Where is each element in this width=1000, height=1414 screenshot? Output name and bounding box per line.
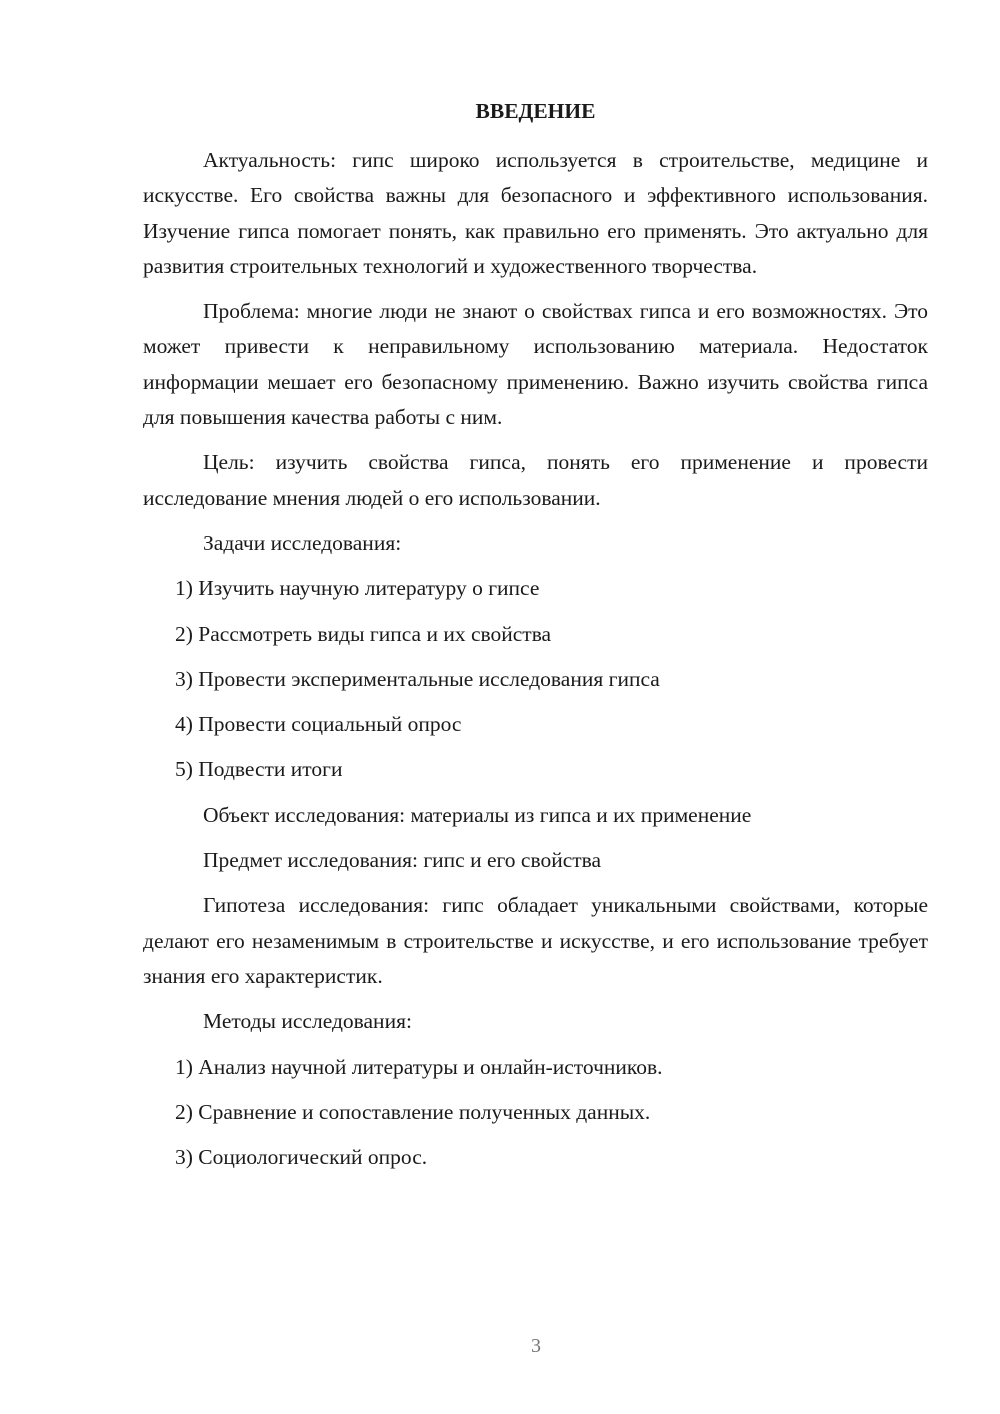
tasks-title: Задачи исследования: (203, 530, 402, 555)
task-item-5: 5) Подвести итоги (175, 757, 343, 782)
page-title: ВВЕДЕНИЕ (475, 99, 596, 123)
task-item-4: 4) Провести социальный опрос (175, 712, 462, 737)
document-page (143, 96, 928, 1185)
paragraph-hypothesis: Гипотеза исследования: гипс обладает уникальными свойствами, которые делают его незаменимым в строительстве и искусстве, и его использование требует знания его характеристик. (143, 893, 928, 988)
paragraph-problem: Проблема: многие люди не знают о свойствах гипса и его возможностях. Это может привести к неправильному использованию материала. Недостаток информации мешает его безопасному применению. Важно изучить свойства гипса для повышения качества работы с ним. (143, 299, 928, 430)
task-item-1: 1) Изучить научную литературу о гипсе (175, 576, 540, 601)
method-item-1: 1) Анализ научной литературы и онлайн-источников. (175, 1054, 663, 1079)
paragraph-goal: Цель: изучить свойства гипса, понять его применение и провести исследование мнения людей о его использовании. (143, 450, 928, 510)
research-subject: Предмет исследования: гипс и его свойства (203, 848, 602, 873)
method-item-3: 3) Социологический опрос. (175, 1145, 428, 1170)
task-item-2: 2) Рассмотреть виды гипса и их свойства (175, 621, 552, 646)
paragraph-relevance: Актуальность: гипс широко используется в строительстве, медицине и искусстве. Его свойства важны для безопасного и эффективного использования. Изучение гипса помогает понять, как правильно его применять. Это актуально для развития строительных технологий и художественного творчества. (143, 148, 928, 278)
page-number: 3 (531, 1335, 541, 1357)
research-object: Объект исследования: материалы из гипса и их применение (203, 802, 752, 827)
task-item-3: 3) Провести экспериментальные исследования гипса (175, 666, 660, 691)
methods-title: Методы исследования: (203, 1009, 412, 1034)
method-item-2: 2) Сравнение и сопоставление полученных данных. (175, 1099, 651, 1124)
